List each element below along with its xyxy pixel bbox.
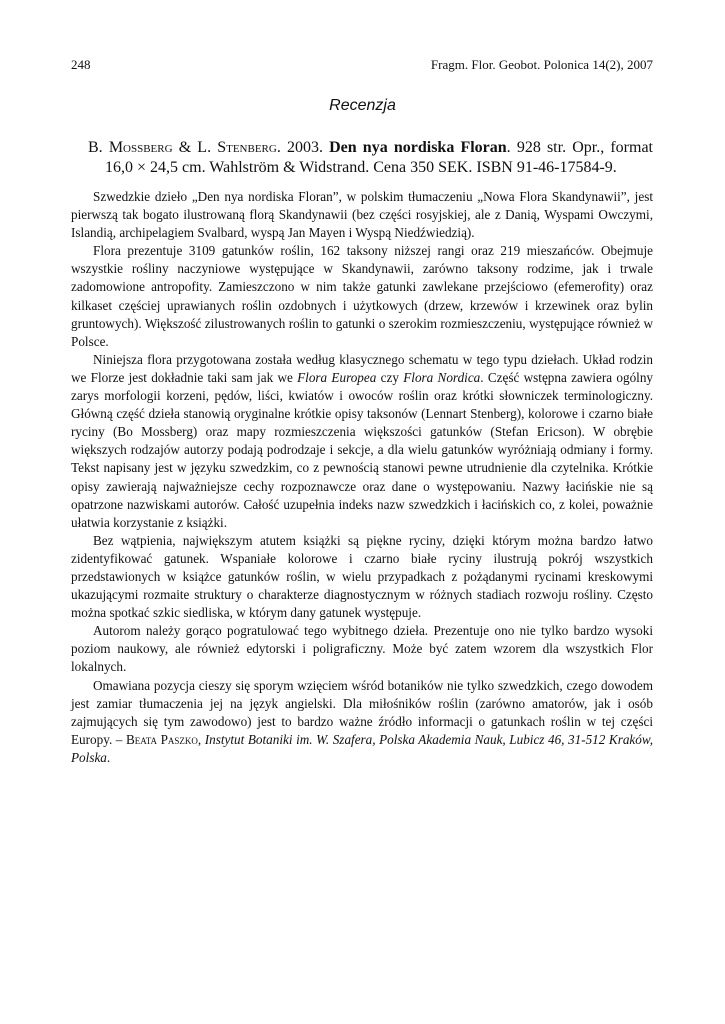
paragraph-6-end: . bbox=[106, 749, 111, 765]
reviewer-name: Beata Paszko bbox=[125, 731, 198, 747]
section-title: Recenzja bbox=[329, 97, 396, 114]
paragraph-4: Bez wątpienia, największym atutem książki są piękne ryciny, dzięki którym można bardzo łatwo zidentyfikować gatunek. Wspaniałe kolorowe i czarno białe ryciny ilustrują pokrój wszystkich przedstawionych w książce gatunków roślin, w wielu przypadkach z pożądanymi rycinami kreskowymi ukazującymi rozmaite struktury o charakterze diagnostycznym w różnych stadiach rozwoju rośliny. Często można spotkać szkic siedliska, w którym dany gatunek występuje. bbox=[71, 532, 653, 621]
paragraph-2: Flora prezentuje 3109 gatunków roślin, 162 taksony niższej rangi oraz 219 mieszańców. Obejmuje wszystkie rośliny naczyniowe występujące w Skandynawii, zarówno taksony rodzime, jak i trwale zadomowione antropofity. Zamieszczono w nim także gatunki zawlekane przejściowo (efemerofity) oraz kilkaset częściej uprawianych roślin ozdobnych i użytkowych (drzew, krzewów i krzewinek oraz bylin gruntowych). Większość zilustrowanych roślin to gatunki o szerokim rozmieszczeniu, występujące również w Polsce. bbox=[71, 243, 653, 349]
page-number: 248 bbox=[71, 57, 91, 72]
paragraph-3-text-a: Niniejsza flora przygotowana została według klasycznego schematu w tego typu dziełach. Układ rodzin we Florze jest dokładnie taki sam jak we bbox=[71, 351, 653, 385]
paragraph-6-text: Omawiana pozycja cieszy się sporym wzięciem wśród botaników nie tylko szwedzkich, czego dowodem jest zamiar tłumaczenia jej na język angielski. Dla miłośników roślin (zarówno amatorów, jak i osób zajmujących się tym zawodowo) jest to bardzo ważne źródło informacji o gatunkach roślin w tej części Europy. – bbox=[71, 677, 653, 747]
author2-surname: Stenberg bbox=[217, 139, 277, 156]
paragraph-1: Szwedzkie dzieło „Den nya nordiska Floran”, w polskim tłumaczeniu „Nowa Flora Skandynawii”, jest pierwszą tak bogato ilustrowaną florą Skandynawii (bez części rosyjskiej, ale z Danią, Wyspami Owczymi, Islandią, archipelagiem Svalbard, wyspą Jan Mayen i Wyspą Niedźwiedzią). bbox=[71, 189, 653, 241]
author1-surname: Mossberg bbox=[108, 139, 173, 156]
paragraph-3-text-c: . Część wstępna zawiera ogólny zarys morfologii korzeni, pędów, liści, kwiatów i owoców roślin oraz krótki słowniczek terminologiczny. Główną część dzieła stanowią oryginalne krótkie opisy taksonów (Lennart Stenberg), kolorowe i czarno białe ryciny (Bo Mossberg) oraz mapy rozmieszczenia większości gatunków (Stefan Ericson). W obrębie większych rodzajów autorzy podają podrodzaje i sekcje, a dla wielu gatunków wyróżniają odmiany i formy. Tekst napisany jest w języku szwedzkim, co z pewnością stanowi pewne utrudnienie dla czytelnika. Krótkie opisy zawierają najważniejsze cechy rozpoznawcze oraz dane o występowaniu. Nazwy łacińskie nie są opatrzone nazwiskami autorów. Całość uzupełnia indeks nazw szwedzkich i łacińskich co, z kolei, poważnie ułatwia korzystanie z książki. bbox=[71, 369, 654, 530]
review-body bbox=[71, 188, 653, 767]
author1-initial: B. bbox=[88, 139, 109, 156]
publication-year: . 2003. bbox=[276, 139, 330, 156]
running-head: Fragm. Flor. Geobot. Polonica 14(2), 2007 bbox=[430, 57, 653, 72]
book-citation bbox=[88, 138, 653, 178]
paragraph-6 bbox=[71, 677, 653, 767]
flora-nordica-title: Flora Nordica bbox=[403, 369, 481, 385]
paragraph-3-text-b: czy bbox=[376, 369, 404, 385]
reviewer-affiliation: Instytut Botaniki im. W. Szafera, Polska Akademia Nauk, Lubicz 46, 31-512 Kraków, Polska bbox=[71, 731, 653, 765]
paragraph-3 bbox=[71, 351, 653, 532]
book-details: . 928 str. Opr., format 16,0 × 24,5 cm. Wahlström & Widstrand. Cena 350 SEK. ISBN 91-46-17584-9. bbox=[105, 139, 653, 176]
page-header bbox=[71, 56, 653, 74]
reviewer-separator: , bbox=[197, 731, 205, 747]
paragraph-5: Autorom należy gorąco pogratulować tego wybitnego dzieła. Prezentuje ono nie tylko bardzo wysoki poziom naukowy, ale również edytorski i poligraficzny. Może być zatem wzorem dla wszystkich Flor lokalnych. bbox=[71, 623, 653, 675]
author-separator: & L. bbox=[172, 139, 218, 156]
book-title: Den nya nordiska Floran bbox=[329, 139, 507, 156]
flora-europea-title: Flora Europea bbox=[297, 369, 377, 385]
